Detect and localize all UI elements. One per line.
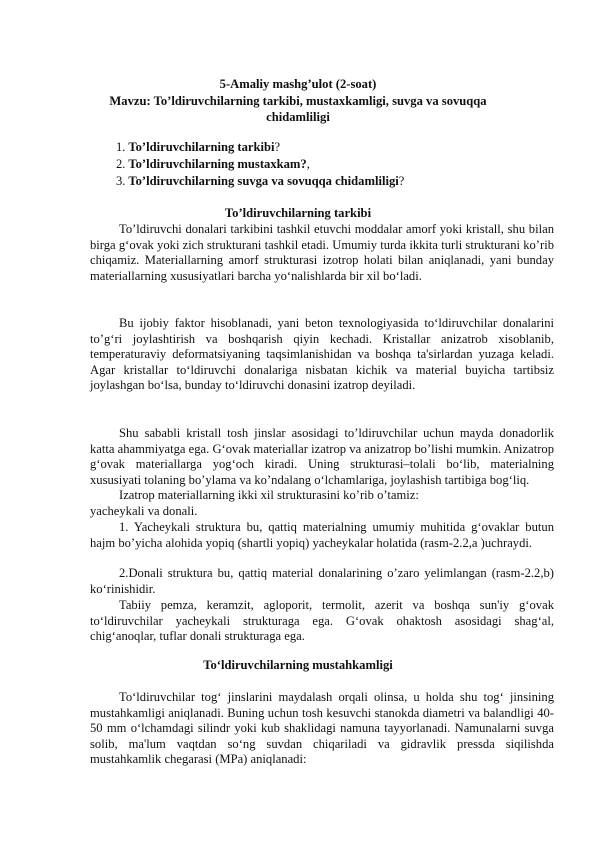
question-item-1 (116, 140, 280, 156)
section-heading-composition: To’ldiruvchilarning tarkibi (224, 206, 372, 220)
question-suffix: ? (398, 174, 405, 188)
question-number: 2. (116, 157, 126, 171)
paragraph: yacheykali va donali. (90, 504, 198, 518)
question-suffix: , (306, 157, 310, 171)
topic-line-1: Mavzu: To’ldiruvchilarning tarkibi, mustaxkamligi, suvga va sovuqqa (109, 94, 487, 108)
question-number: 1. (116, 140, 126, 154)
paragraph: To‘ldiruvchilar tog‘ jinslarini maydalash orqali olinsa, u holda shu tog‘ jinsining mustahkamligi aniqlanadi. Buning uchun tosh kesuvchi stanokda diametri va balandligi 40-50 mm o‘lchamdagi silindr yoki kub shaklidagi namuna tayyorlanadi. Namunalarni suvga solib, ma'lum vaqtdan so‘ng suvdan chiqariladi va gidravlik pressda siqilishda mustahkamlik chegarasi (MPa) aniqlanadi: (90, 690, 554, 766)
question-number: 3. (116, 174, 126, 188)
topic-line-2: chidamliligi (266, 110, 330, 124)
question-text: To’ldiruvchilarning suvga va sovuqqa chidamliligi (128, 174, 399, 188)
section-heading-strength: To‘ldiruvchilarning mustahkamligi (203, 658, 393, 672)
paragraph: Bu ijobiy faktor hisoblanadi, yani beton texnologiyasida to‘ldiruvchilar donalarini to’g‘ri joylashtirish va boshqarish qiyin kechadi. Kristallar anizatrob xisoblanib, temperaturaviy deformatsiyaning taqsimlanishidan va boshqa ta'sirlardan yuzaga keladi. Agar kristallar to‘ldiruvchi donalariga nisbatan kichik va material buyicha tartibsiz joylashgan bo‘lsa, bunday to‘ldiruvchi donasini izatrop deyiladi. (90, 316, 554, 392)
question-text: To’ldiruvchilarning mustaxkam? (128, 157, 307, 171)
paragraph: Shu sababli kristall tosh jinslar asosidagi to’ldiruvchilar uchun mayda donadorlik katta ahammiyatga ega. G‘ovak materiallar izatrop va anizatrop bo’lishi mumkin. Anizatrop g‘ovak materiallarga yog‘och kiradi. Uning strukturasi–tolali bo‘lib, materialning xususiyati tolaning bo’ylama va ko’ndalang o‘lchamlariga, joylashish tartibiga bog‘liq. (90, 426, 554, 487)
question-item-2 (116, 157, 310, 173)
practical-title: 5-Amaliy mashg’ulot (2-soat) (219, 77, 377, 91)
paragraph: To’ldiruvchi donalari tarkibini tashkil etuvchi moddalar amorf yoki kristall, shu bilan birga g‘ovak yoki zich strukturani tashkil etadi. Umumiy turda ikkita turli strukturani ko’rib chiqamiz. Materiallarning amorf strukturasi izotrop holati bilan aniqlanadi, yani bunday materiallarning xususiyatlari barcha yo‘nalishlarda bir xil bo‘ladi. (90, 222, 554, 283)
paragraph: Tabiiy pemza, keramzit, agloporit, termolit, azerit va boshqa sun'iy g‘ovak to‘ldiruvchilar yacheykali strukturaga ega. G‘ovak ohaktosh asosidagi shag‘al, chig‘anoqlar, tuflar donali strukturaga ega. (90, 598, 554, 643)
paragraph: 1. Yacheykali struktura bu, qattiq materialning umumiy muhitida g‘ovaklar butun hajm bo’yicha alohida yopiq (shartli yopiq) yacheykalar holatida (rasm-2.2,a )uchraydi. (90, 520, 554, 550)
question-text: To’ldiruvchilarning tarkibi (128, 140, 275, 154)
question-suffix: ? (274, 140, 281, 154)
question-item-3 (116, 174, 404, 190)
paragraph: Izatrop materiallarning ikki xil strukturasini ko’rib o’tamiz: (119, 488, 419, 502)
paragraph: 2.Donali struktura bu, qattiq material donalarining o’zaro yelimlangan (rasm-2.2,b) ko‘rinishidir. (90, 566, 554, 596)
